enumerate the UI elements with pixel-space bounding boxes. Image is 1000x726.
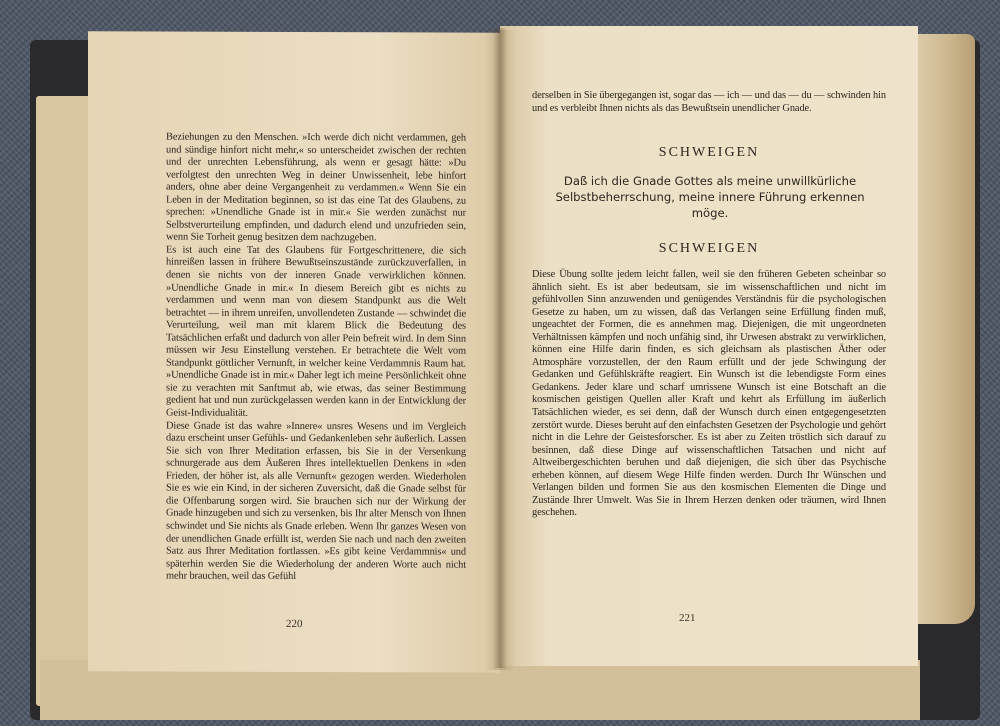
section-subtitle: Daß ich die Gnade Gottes als meine unwillkürliche Selbstbeherrschung, meine innere Führung erkennen möge. [555,174,865,220]
spine-shadow [485,30,515,670]
right-page [500,26,918,666]
left-page-text [166,132,466,585]
right-body-text: Diese Übung sollte jedem leicht fallen, weil sie den früheren Gebeten scheinbar so ähnlich sieht. Es ist aber bedeutsam, sie im wissenschaftlichen und nicht im gefühlvollen Sinn anzuwenden und genügendes Verständnis für die psychologischen Gesetze zu haben, um zu wissen, daß das Verlangen seine Erfüllung finden muß, ungeachtet der Formen, die es annehmen mag. Diejenigen, die mit ungeordneten Verhältnissen kämpfen und noch unfähig sind, ihr Urwesen abstrakt zu verwirklichen, können eine Hilfe darin finden, es sich gleichsam als plastischen Äther oder Atmosphäre vorzustellen, der den Raum erfüllt und der jede Schwingung der Gedanken und Gefühlskräfte reagiert. Ein Wunsch ist die lebendigste Form eines Gedankens. Jeder klare und scharf umrissene Wunsch ist eine Botschaft an die kosmischen geistigen Quellen aller Kraft und kehrt als Erfüllung im äußerlich Tatsächlichen wieder, es sei denn, daß der Wunsch durch einen entgegengesetzten zerstört wurde. Dieses beruht auf den einfachsten Gesetzen der Psychologie und gehört nicht in die Lehre der Geistesforscher. Es ist aber zu Zeiten tröstlich sich darauf zu besinnen, daß diese Dinge auf wissenschaftlichen Tatsachen und nicht auf Altweibergeschichten beruhen und daß diejenigen, die sich über das Psychische erheben können, auf diesem Wege Hilfe finden werden. Durch Ihr Wünschen und Verlangen bilden und formen Sie aus den kosmischen Elementen die Dinge und Zustände Ihrer Umwelt. Was Sie in Ihrem Herzen denken oder träumen, wird Ihnen geschehen. [532,269,886,519]
left-paragraph-1: Beziehungen zu den Menschen. »Ich werde dich nicht verdammen, geh und sündige hinfort nicht mehr,« so unterscheidet zwischen der rechten und der unrechten Lebensführung, als wenn er gesagt hätte: »Du verfolgtest den unrechten Weg in deiner Unwissenheit, lebe hinfort anders, ohne aber deine Vergangenheit zu verdammen.« Wenn Sie ein Leben in der Meditation beginnen, so ist das eine Tat des Glaubens, zu sprechen: »Unendliche Gnade ist in mir.« Sie werden zunächst nur Selbstverurteilung empfinden, und dadurch elend und unzufrieden sein, wenn Sie Torheit genug besitzen dem nachzugeben. [166,131,466,244]
left-paragraph-3: Diese Gnade ist das wahre »Innere« unsres Wesens und im Vergleich dazu erscheint unser Gefühls- und Gedankenleben sehr äußerlich. Lassen Sie sich von Ihrer Meditation erfassen, bis Sie in der Versenkung schnurgerade aus dem Äußeren Ihres intellektuellen Denkens in »den Frieden, der höher ist, als alle Vernunft« gezogen werden. Wiederholen Sie es wie ein Kind, in der sicheren Zuversicht, daß die Gnade selbst für die Offenbarung sorgen wird. Sie brauchen sich nur der Wirkung der Gnade hinzugeben und sich zu versenken, bis Ihr alter Mensch von Ihnen schwindet und Sie nichts als Gnade erleben. Wenn Ihr ganzes Wesen von der unendlichen Gnade erfüllt ist, werden Sie nach und nach den zweiten Satz aus Ihrer Meditation fortlassen. »Es gibt keine Verdammnis« und späterhin werden Sie die Wiederholung der anderen Worte auch nicht mehr brauchen, weil das Gefühl [166,420,466,583]
left-paragraph-2: Es ist auch eine Tat des Glaubens für Fortgeschrittenere, die sich hinreißen lassen in frühere Bewußtseinszustände zurückzuverfallen, in denen sie nichts von der inneren Gnade verwirklichen können. »Unendliche Gnade in mir.« In diesem Bereich gibt es nichts zu verdammen und wenn man von diesem Standpunkt aus die Welt betrachtet — in ihrem unreifen, unvollendeten Zustande — schwindet die Verurteilung, weil man mit klarem Blick die Bedeutung des Tatsächlichen erfaßt und dadurch von aller Pein befreit wird. In dem Sinn müssen wir Jesu Einstellung verstehen. Er betrachtete die Welt vom Standpunkt göttlicher Vernunft, in welcher keine Verdammnis Raum hat. »Unendliche Gnade ist in mir.« Daher legt ich meine Persönlichkeit ohne sie zu verachten mit Sanftmut ab, wie etwas, das seiner Bestimmung gedient hat und nun zurückgelassen werden kann in der Entwicklung der Geist-Individualität. [166,244,466,419]
section-heading-2: SCHWEIGEN [658,241,760,256]
left-page-number: 220 [286,617,303,631]
left-page [88,31,500,672]
section-heading-1: SCHWEIGEN [658,145,760,160]
right-top-paragraph: derselben in Sie übergegangen ist, sogar das — ich — und das — du — schwinden hin und es verbleibt Ihnen nichts als das Bewußtsein unendlicher Gnade. [532,90,886,114]
right-page-number: 221 [679,612,696,624]
